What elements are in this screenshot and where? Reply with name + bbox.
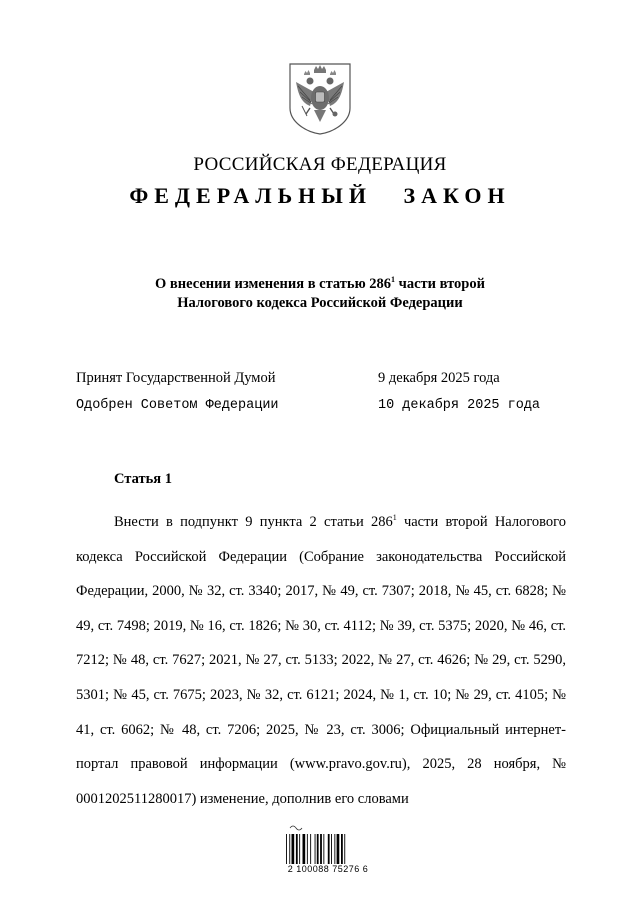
adoption-label: Одобрен Советом Федерации: [76, 398, 279, 413]
barcode-icon: [282, 822, 372, 884]
law-title-line-1: [0, 275, 640, 294]
law-title-superscript: 1: [391, 275, 396, 285]
article-body: [76, 505, 566, 816]
law-title: [0, 275, 640, 313]
barcode-serial: 2 100088 75276 6: [287, 864, 369, 874]
adoption-label: Принят Государственной Думой: [76, 370, 276, 386]
adoption-date: 9 декабря 2025 года: [378, 370, 500, 386]
law-title-text-cont: части второй: [395, 276, 485, 292]
article-superscript: 1: [392, 513, 397, 523]
country-name: РОССИЙСКАЯ ФЕДЕРАЦИЯ: [193, 154, 447, 175]
document-type: ФЕДЕРАЛЬНЫЙ ЗАКОН: [129, 183, 511, 208]
law-title-line-2: Налогового кодекса Российской Федерации: [177, 295, 463, 311]
article-heading: Статья 1: [114, 471, 172, 487]
article-text-cont: части второй Налогового кодекса Российской Федерации (Собрание законодательства Российской Федерации, 2000, № 32, ст. 3340; 2017, № 49, ст. 7307; 2018, № 45, ст. 6828; № 49, ст. 7498; 2019, № 16, ст. 1826; № 30, ст. 4112; № 39, ст. 5375; 2020, № 46, ст. 7212; № 48, ст. 7627; 2021, № 27, ст. 5133; 2022, № 27, ст. 4626; № 29, ст. 5290, 5301; № 45, ст. 7675; 2023, № 32, ст. 6121; 2024, № 1, ст. 10; № 29, ст. 4105; № 41, ст. 6062; № 48, ст. 7206; 2025, № 23, ст. 3006; Официальный интернет-портал правовой информации (www.pravo.gov.ru), 2025, 28 ноября, № 0001202511280017) изменение, дополнив его словами: [76, 514, 567, 807]
law-title-text: О внесении изменения в статью 286: [155, 276, 392, 292]
article-text: Внести в подпункт 9 пункта 2 статьи 286: [114, 514, 393, 530]
adoption-date: 10 декабря 2025 года: [378, 398, 541, 413]
coat-of-arms-icon: [288, 62, 352, 136]
